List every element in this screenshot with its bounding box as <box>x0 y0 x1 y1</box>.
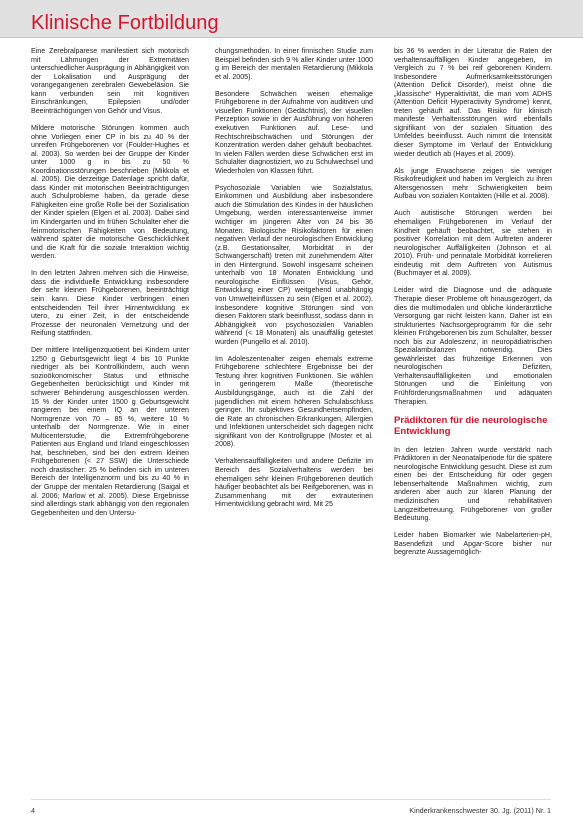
section-title: Klinische Fortbildung <box>31 12 219 34</box>
paragraph: Verhaltensauffälligkeiten und andere Defizite im Bereich des Sozialverhaltens werden bei ehemaligen sehr kleinen Frühgeborenen deutlich häufiger beobachtet als bei Reifgeborenen, was in Zusammenhang mit der extrauterinen Hirnentwicklung gebracht wird. Mit 25 <box>215 457 373 509</box>
paragraph: Auch autistische Störungen werden bei ehemaligen Frühgeborenen im Verlauf der Kindheit gehäuft beobachtet, sie stehen in positiver Korrelation mit dem Auftreten anderer neurologischer Auffälligkeiten (Johnson et al. 2010). Früh- und perinatale Morbidität korrelieren eindeutig mit dem Auftreten von Autismus (Buchmayer et al. 2009). <box>394 209 552 278</box>
paragraph: Besondere Schwächen weisen ehemalige Frühgeborene in der Aufnahme von auditiven und visuellen Funktionen (Gedächtnis), der visuellen Perzeption sowie in der Ausführung von höheren exekutiven Funktionen auf. Lese- und Rechtschreibschwächen und Störungen der Konzentration werden daher gehäuft beobachtet. In vielen Fällen werden diese Schwächen erst im Schulalter diagnostiziert, wo zu Schulwechsel und Wiederholen von Klassen führt. <box>215 89 373 175</box>
paragraph: Leider haben Biomarker wie Nabelarterien-pH, Basendefizit und Apgar-Score bisher nur begrenzte Aussagemöglich- <box>394 531 552 557</box>
paragraph: Im Adoleszentenalter zeigen ehemals extreme Frühgeborene schlechtere Ergebnisse bei der Testung ihrer kognitiven Funktionen. Sie wählen in geringerem Maße (theoretische Ausbildungsgänge, auch ist die Zahl der jugendlichen mit einem höheren Schulabschluss geringer. Ihr subjektives Gesundheitsempfinden, die Rate an chronischen Erkrankungen, Allergien und Infektionen unterscheidet sich dagegen nicht signifikant von der Kontrollgruppe (Moster et al. 2008). <box>215 354 373 449</box>
paragraph: Als junge Erwachsene zeigen sie weniger Risikofreudigkeit und haben im Vergleich zu ihren Altersgenossen mehr Schwierigkeiten beim Aufbau von sozialen Kontakten (Hille et al. 2008). <box>394 166 552 201</box>
paragraph: Der mittlere Intelligenzquotient bei Kindern unter 1250 g Geburtsgewicht liegt 4 bis 10 Punkte niedriger als bei Kontrollkindern, auch wenn sozioökonomischer Status und ethnische Gegebenheiten berücksichtigt und Kinder mit schwerer Behinderung ausgeschlossen werden. 15 % der Kinder unter 1500 g Geburtsgewicht rangieren bei einem IQ an der unteren Normgrenze von 70 – 85 %, weitere 10 % unterhalb der Normgrenze. Wie in einer Multicenterstudie, die Extremfrühgeborene Patienten aus England und Irland eingeschlossen hat, beschrieben, sind bei den extrem kleinen Frühgeborenen (< 27 SSW) die Unterschiede noch drastischer: 25 % befinden sich im unteren Bereich der Intelligenznorm und bis zu 40 % in der Gruppe der mentalen Retardierung (Saigal et al. 2006; Marlow et al. 2005). Diese Ergebnisse sind allerdings stark abhängig von den regionalen Gegebenheiten und den Untersu- <box>31 346 189 517</box>
paragraph: Mildere motorische Störungen kommen auch ohne Vorliegen einer CP in bis zu 40 % der unreifen Frühgeborenen vor (Foulder-Hughes et al. 2003). So werden bei der Gruppe der Kinder unter 1000 g in bis zu 50 % Koordinationsstörungen beschrieben (Mikkola et al. 2005). Die derzeitige Datenlage spricht dafür, dass Kinder mit motorischen Beeinträchtigungen auch Schulprobleme haben, da gerade diese Fähigkeiten eine große Rolle bei der Sozialisation der Kinder spielen (Elgen et al. 2003). Dabei sind im Kindergarten und im frühen Schulalter eher die feinmotorischen Fähigkeiten von Bedeutung, während später die motorische Geschicklichkeit und die Kraft für die soziale Interaktion wichtig werden. <box>31 123 189 261</box>
journal-reference: Kinderkrankenschwester 30. Jg. (2011) Nr. 1 <box>409 806 551 815</box>
column-1 <box>31 47 189 526</box>
page-number: 4 <box>31 806 35 815</box>
paragraph: Eine Zerebralparese manifestiert sich motorisch mit Lähmungen der Extremitäten unterschiedlicher Ausprägung in Abhängigkeit von der Lokalisation und Ausprägung der vorangegangenen zerebralen Gewebeläsion. Sie kann verbunden sein mit kognitiven Einschränkungen, Epilepsien und/oder Beeinträchtigungen von Gehör und Visus. <box>31 47 189 115</box>
footer-rule <box>31 799 551 800</box>
paragraph: Psychosoziale Variablen wie Sozialstatus, Einkommen und Ausbildung aber insbesondere auch die Stimulation des Kindes in der häuslichen Umgebung, werden interessanterweise immer wichtiger im jüngeren Alter von 24 bis 36 Monaten. Biologische Risikofaktoren für einen negativen Verlauf der neurologischen Entwicklung (z.B. Gestationsalter, Morbidität in der Schwangerschaft) treten mit zunehmendem Alter in den Hintergrund. Sowohl insgesamt scheinen unterhalb von 18 Monaten Entwicklung und neurologische Einflüssen (Visus, Gehör, Entwicklung einer CP) weitgehend unabhängig von Umwelteinflüssen zu sein (Elgen et al. 2002). Insbesondere kognitive Störungen sind von diesen Faktoren stark beeinflusst, sodass dann in Abhängigkeit von psychosozialen Variablen während (< 18 Monaten) als unauffällig getestet wurden (Pungello et al. 2010). <box>215 183 373 346</box>
paragraph: chungsmethoden. In einer finnischen Studie zum Beispiel befinden sich 9 % aller Kinder unter 1000 g im Bereich der mentalen Retardierung (Mikkola et al. 2005). <box>215 47 373 81</box>
section-heading: Prädiktoren für die neurologische Entwicklung <box>394 414 548 438</box>
paragraph: bis 36 % werden in der Literatur die Raten der verhaltensauffälligen Kinder angegeben, im Vergleich zu 7 % bei reif geborenen Kindern. Insbesondere Aufmerksamkeitsstörungen (Attention Deficit Disorder), meist ohne die „klassische“ Hyperaktivität, die man vom ADHS (Attention Deficit Hyperactivity Syndrome) kennt, treten gehäuft auf. Das Risiko für klinisch manifeste Verhaltensstörungen wird ebenfalls signifikant von der sozialen Situation des Umfeldes beeinflusst. Auch nimmt die Intensität dieser Symptome im Verlauf der Entwicklung wieder deutlich ab (Hayes et al. 2009). <box>394 47 552 158</box>
paragraph: In den letzten Jahren wurde verstärkt nach Prädiktoren in der Neonatalperiode für die spätere neurologische Entwicklung gesucht. Diese ist zum einen bei der Entscheidung für oder gegen lebenserhaltende Maßnahmen wichtig, zum anderen aber auch zur klaren Planung der medizinischen und rehabilitativen Langzeitbetreuung. Frühgeborener von großer Bedeutung. <box>394 445 552 523</box>
header-band <box>0 0 583 38</box>
column-3 <box>394 47 552 565</box>
column-2 <box>215 47 373 517</box>
paragraph: Leider wird die Diagnose und die adäquate Therapie dieser Probleme oft hinausgezögert, da dies die multimodalen und übliche kinderärztliche Versorgung gar nicht leisten kann. Daher ist ein strukturiertes Nachsorgeprogramm für die sehr kleinen Frühgeborenen bis zum Schulalter, besser noch bis zur Adoleszenz, in neuropädiatrischen Spezialambulanzen notwendig. Dies gewährleistet das frühzeitige Erkennen von neurologischen Defiziten, Verhaltensauffälligkeiten und emotionalen Störungen und die Einleitung von Frühförderungsmaßnahmen und adäquaten Therapien. <box>394 286 552 406</box>
paragraph: In den letzten Jahren mehren sich die Hinweise, dass die individuelle Entwicklung insbesondere der sehr kleinen Frühgeborenen, beeinträchtigt sein kann. Diese Kinder verbringen einen entscheidenden Teil ihrer Hirnentwicklung ex utero, zu einer Zeit, in der entscheidende Prozesse der neuronalen Vernetzung und der Reifung stattfinden. <box>31 269 189 338</box>
